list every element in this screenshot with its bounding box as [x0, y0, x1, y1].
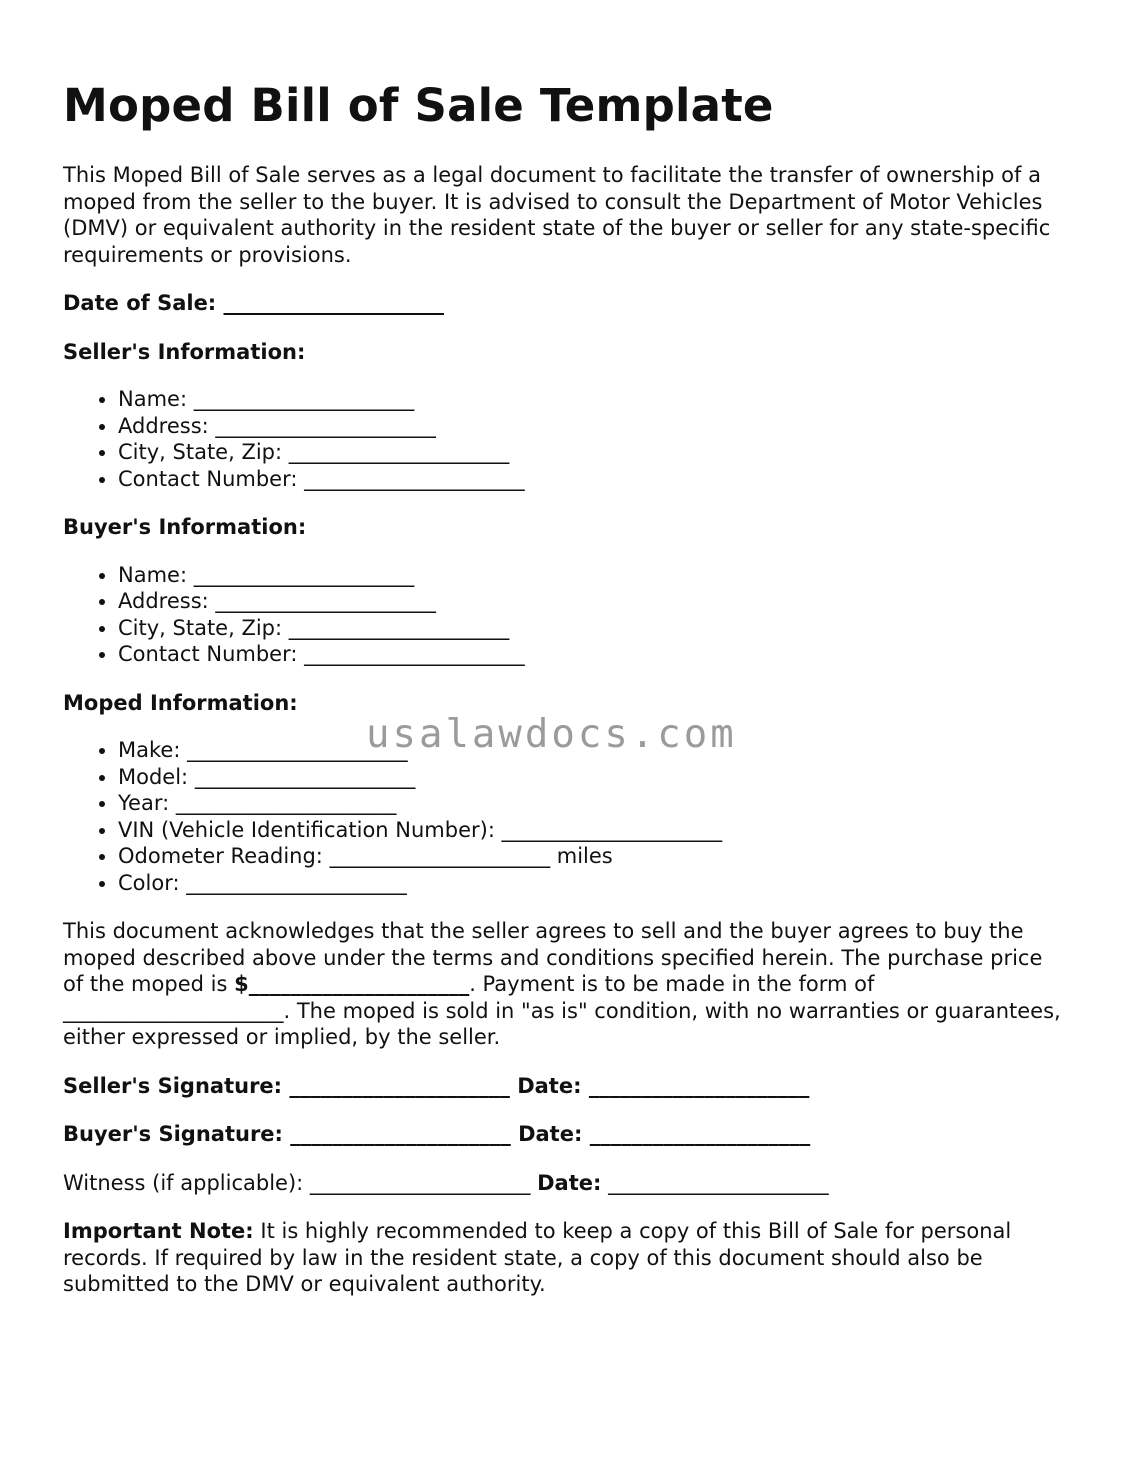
document-title: Moped Bill of Sale Template [63, 79, 774, 132]
list-item: • Model: _____________________ [118, 764, 1063, 791]
list-item: • Odometer Reading: _____________________ miles [118, 843, 1063, 870]
buyer-signature-line: Buyer's Signature: _____________________ Date: _____________________ [63, 1122, 811, 1146]
important-note: Important Note: It is highly recommended to keep a copy of this Bill of Sale for personal records. If required by law in the resident state, a copy of this document should also be submitted to the DMV or equivalent authority. [63, 1219, 1012, 1296]
list-item: • Name: _____________________ [118, 386, 1063, 413]
buyer-heading: Buyer's Information: [63, 515, 307, 539]
list-item: • Contact Number: _____________________ [118, 641, 1063, 668]
document-page [63, 78, 1063, 1298]
list-item: • Name: _____________________ [118, 562, 1063, 589]
payment-form-blank: _____________________ [63, 998, 284, 1023]
watermark: usalawdocs.com [366, 712, 737, 757]
witness-signature-line: Witness (if applicable): _____________________ Date: _____________________ [63, 1170, 829, 1195]
seller-fields-list [63, 386, 1063, 492]
list-item: • VIN (Vehicle Identification Number): _____________________ [118, 817, 1063, 844]
list-item: • Color: _____________________ [118, 870, 1063, 897]
list-item: • Make: _____________________ [118, 737, 1063, 764]
list-item: • Contact Number: _____________________ [118, 466, 1063, 493]
list-item: • Address: _____________________ [118, 413, 1063, 440]
intro-paragraph: This Moped Bill of Sale serves as a legal document to facilitate the transfer of ownership of a moped from the seller to the buyer. It is advised to consult the Department of Motor Vehicles (DMV) or equivalent authority in the resident state of the buyer or seller for any state-specific requirements or provisions. [63, 163, 1051, 267]
seller-signature-line: Seller's Signature: _____________________ Date: _____________________ [63, 1073, 810, 1098]
acknowledgement-paragraph: This document acknowledges that the seller agrees to sell and the buyer agrees to buy the moped described above under the terms and conditions specified herein. The purchase price of the moped is $_____________________. Payment is to be made in the form of _____________________. The moped is sold in "as is" condition, with no warranties or guarantees, either expressed or implied, by the seller. [63, 919, 1061, 1049]
moped-heading: Moped Information: [63, 690, 298, 715]
date-of-sale-blank: _____________________ [223, 291, 445, 315]
buyer-fields-list [63, 562, 1063, 668]
list-item: • City, State, Zip: _____________________ [118, 615, 1063, 642]
list-item: • Year: _____________________ [118, 790, 1063, 817]
purchase-price-blank: $_____________________ [234, 972, 470, 996]
list-item: • City, State, Zip: _____________________ [118, 439, 1063, 466]
date-of-sale-label: Date of Sale: [63, 291, 217, 315]
date-of-sale-line [63, 290, 1063, 317]
moped-fields-list [63, 737, 1063, 896]
list-item: • Address: _____________________ [118, 588, 1063, 615]
seller-heading: Seller's Information: [63, 339, 306, 364]
